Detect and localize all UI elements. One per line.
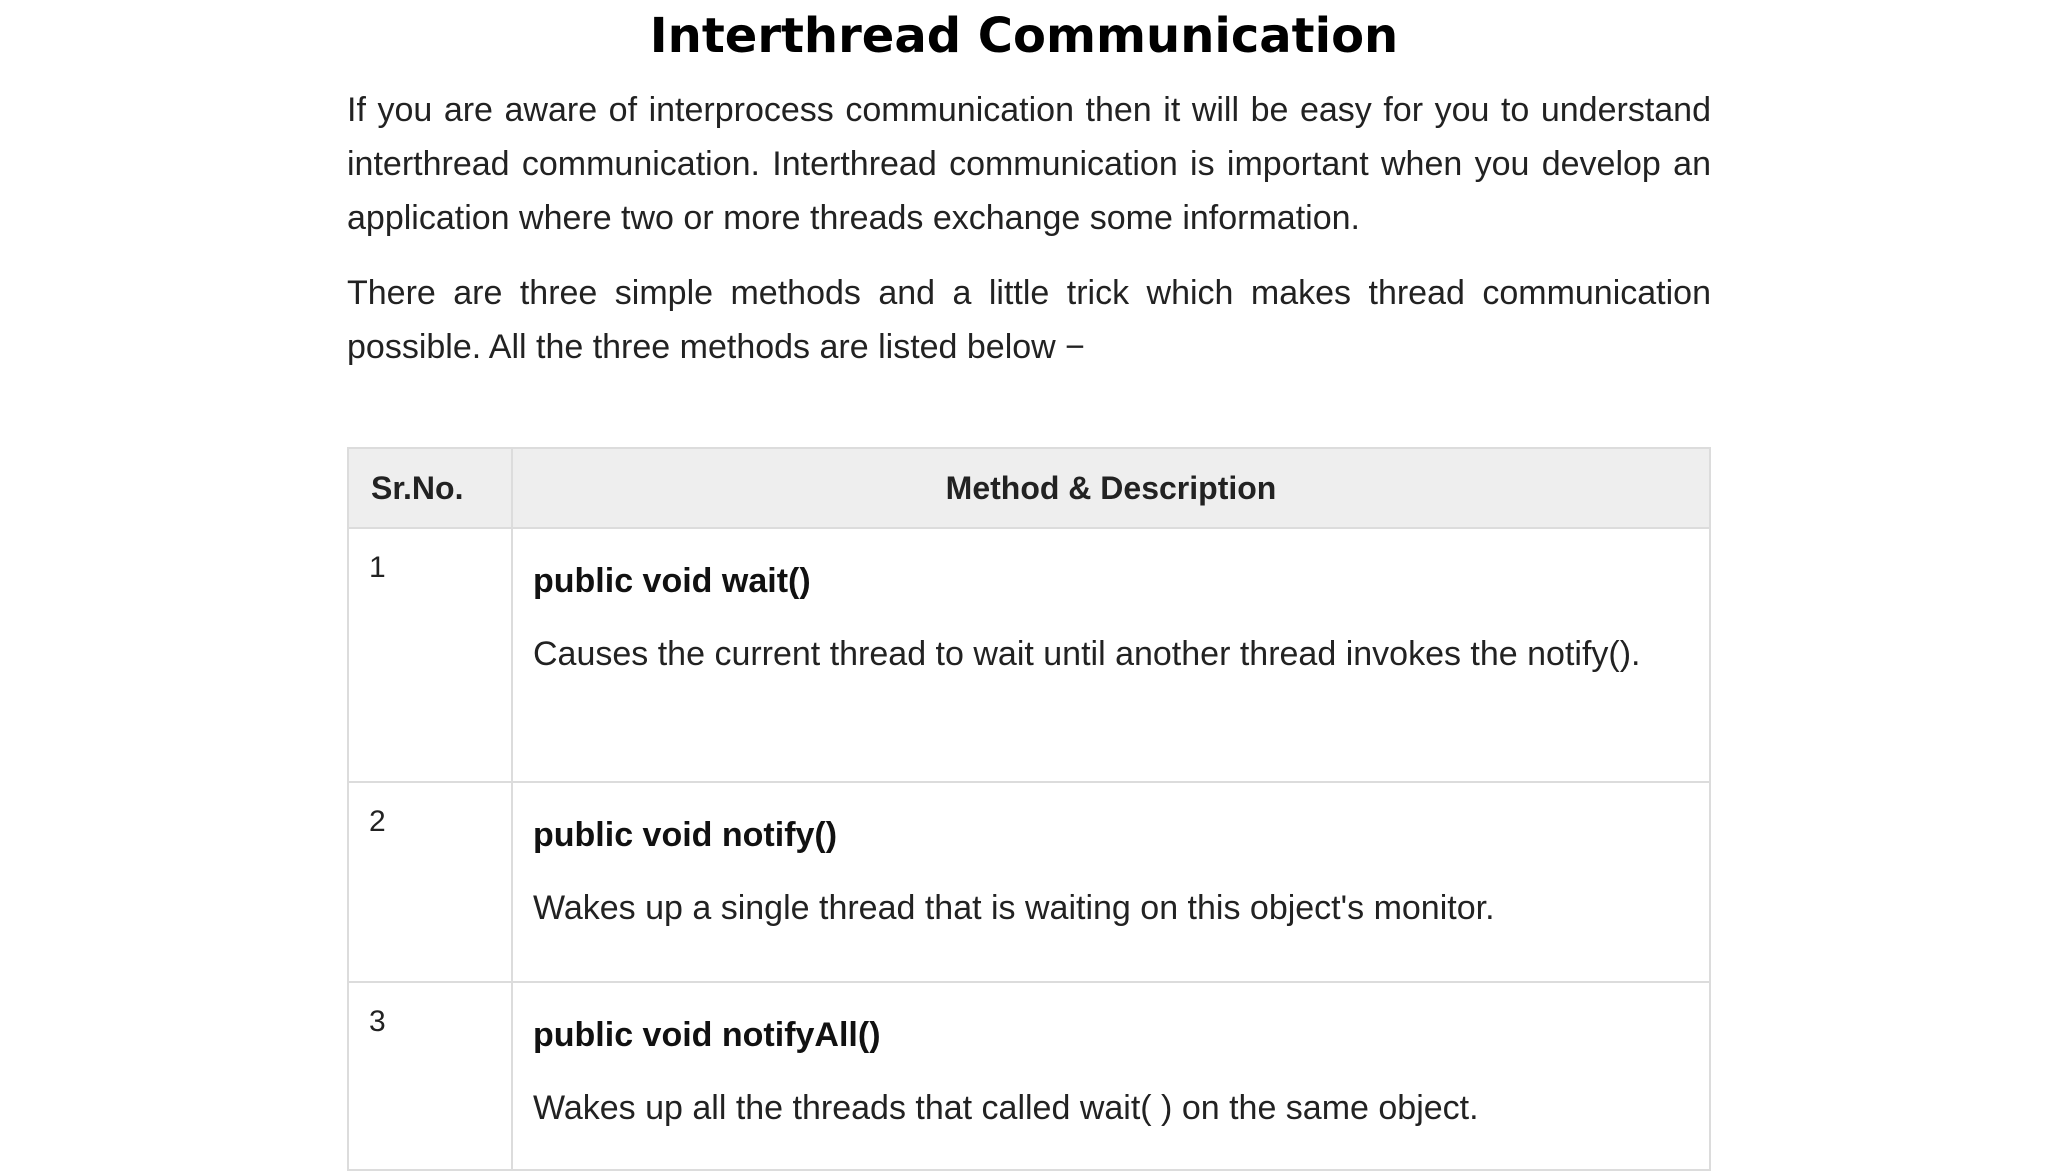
- row-number: 3: [348, 982, 512, 1170]
- row-number: 1: [348, 528, 512, 782]
- method-cell: [512, 782, 1710, 982]
- intro-paragraph: If you are aware of interprocess communication then it will be easy for you to understand interthread communication. Interthread communication is important when you develop an application where two or more threads exchange some information.: [347, 91, 1711, 237]
- method-description: Wakes up all the threads that called wait( ) on the same object.: [533, 1089, 1479, 1127]
- methods-table: [347, 447, 1711, 1171]
- row-number: 2: [348, 782, 512, 982]
- table-header-row: [348, 448, 1710, 528]
- method-cell: [512, 982, 1710, 1170]
- header-sr-no: Sr.No.: [348, 448, 512, 528]
- slide-title: Interthread Communication: [649, 8, 1399, 64]
- method-description: Wakes up a single thread that is waiting on this object's monitor.: [533, 889, 1495, 927]
- table-row: [348, 782, 1710, 982]
- method-name: public void notify(): [533, 816, 838, 854]
- header-method-description: Method & Description: [512, 448, 1710, 528]
- method-name: public void notifyAll(): [533, 1016, 881, 1054]
- method-name: public void wait(): [533, 562, 811, 600]
- method-cell: [512, 528, 1710, 782]
- table-row: [348, 528, 1710, 782]
- method-description: Causes the current thread to wait until another thread invokes the notify().: [533, 635, 1641, 673]
- table-row: [348, 982, 1710, 1170]
- methods-intro-paragraph: There are three simple methods and a little trick which makes thread communication possible. All the three methods are listed below −: [347, 274, 1711, 366]
- intro-text: [347, 83, 1711, 374]
